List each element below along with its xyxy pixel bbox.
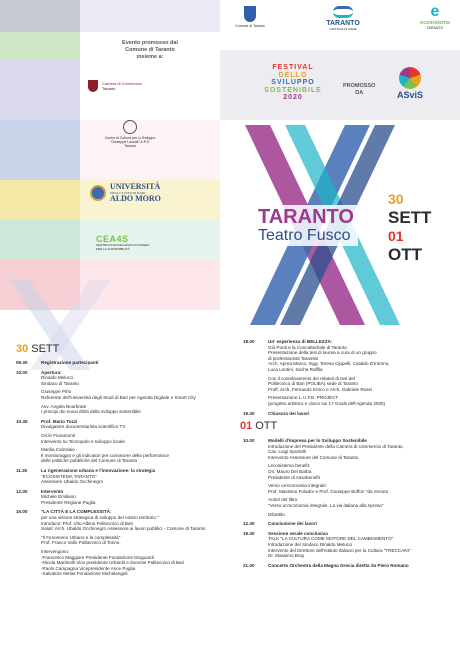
sett-month: SETT — [31, 343, 60, 355]
promoted-by — [343, 83, 375, 97]
schedule-line: -Nicola Martinelli Vice presidente Urbanlit e docente Politecnico di Bari — [41, 560, 185, 566]
schedule-line: Assessore Ubaldo Occhinegro — [41, 479, 104, 485]
festival-l3: SVILUPPO — [271, 79, 315, 86]
schedule-line: (progetto artistico e civico sui 17 Goals dell'Agenda 2030) — [268, 400, 386, 406]
schedule-line: Presidente Regione Puglia — [41, 499, 96, 505]
comune-logo — [230, 6, 270, 29]
festival-l4: SOSTENIBILE — [264, 86, 322, 94]
waves-icon — [333, 6, 353, 18]
camera-commercio-logo — [88, 80, 142, 92]
schedule-line: Intervento su Tecnopolo e sviluppo locale — [41, 438, 125, 444]
schedule-line: Un' esperienza di BELLEZZA: — [268, 339, 333, 344]
schedule-line: Concerto Orchestra della Magna Grecia diretta da Piero Romano — [268, 562, 409, 568]
schedule-line: Arch. Aprea Marco, Ingg. Teresa Cippelli, Cataldo D'Introno, — [268, 361, 390, 367]
schedule-line: Chiusura dei lavori — [268, 410, 310, 416]
eco-e-icon: e — [430, 3, 440, 20]
schedule-line: Giuseppe Pirlo — [41, 389, 72, 395]
schedule-line: I principi dei nuovi diritti della sviluppo sostenibile — [41, 409, 141, 415]
schedule-content — [41, 509, 221, 577]
schedule-line: Con il coordinamento dei relatori di tesi del — [268, 375, 355, 381]
schedule-item — [243, 411, 458, 417]
university-logo — [90, 183, 161, 203]
schedule-time: 15.00 — [16, 509, 28, 515]
schedule-line: Rinaldo Melucci — [41, 375, 74, 381]
promoted-by-1: PROMOSSO — [343, 83, 376, 89]
stripe-lavender-2 — [80, 0, 220, 32]
sett-day: 30 — [16, 343, 29, 355]
hero-text — [254, 205, 358, 246]
sett-schedule — [16, 360, 221, 581]
schedule-content — [268, 521, 458, 527]
promoted-line1: Evento promosso dal — [122, 40, 178, 46]
hero-venue: Teatro Fusco — [258, 227, 351, 244]
schedule-line: Il monitoraggio e gli indicatori per conoscere della performance — [41, 452, 169, 458]
schedule-line: Modelli d'impresa per lo Sviluppo Sostenibile — [268, 438, 367, 443]
promoted-by-2: DA — [355, 90, 364, 96]
schedule-item — [16, 489, 221, 506]
hero-d1: 30 — [388, 191, 404, 207]
schedule-line: Sindaco di Taranto — [41, 380, 79, 386]
schedule-line: Conclusione dei lavori — [268, 521, 318, 527]
schedule-item — [16, 419, 221, 464]
uni-l2: DEGLI STUDI DI BARI — [110, 191, 146, 195]
festival-l1: FESTIVAL — [272, 64, 314, 71]
schedule-item — [16, 360, 221, 366]
ott-month: OTT — [255, 420, 278, 432]
schedule-line: per una visione strategica di sviluppo del nostro territorio " — [41, 515, 159, 521]
cea-sub1: CENTRO DI ECCELLENZA DI ATENEO — [96, 243, 150, 247]
camera-name: Camera di Commercio — [102, 81, 143, 86]
hero-m2: OTT — [388, 245, 422, 264]
schedule-line: Presentazione L.I.I.F.E. PROJECT — [268, 395, 339, 401]
university-seal-icon — [90, 185, 106, 201]
schedule-line: Saluti: Arch. Ubaldo Occhinegro Assessore ai lavori pubblici - Comune di Taranto — [41, 526, 206, 532]
schedule-line: TALK "LA CULTURA COME MOTORE DEL CAMBIAMENTO" — [268, 536, 394, 542]
schedule-line: Prof. Franco Vallo Politecnico di Torino — [41, 540, 120, 546]
emblem-icon — [123, 120, 137, 134]
schedule-line: Presidente di Assobenefit — [268, 474, 320, 480]
promoted-line3: insieme a: — [136, 54, 164, 60]
taranto-logo — [318, 6, 368, 32]
schedule-line: di professionisti Tarantini — [268, 355, 319, 361]
schedule-line: Marilia Calzolaio — [41, 447, 75, 453]
hero-m1: SETT — [388, 208, 432, 227]
stripe-blue — [0, 120, 80, 180]
schedule-line: "LA CITTÀ E LA COMPLESSITÀ: — [41, 509, 112, 515]
schedule-time: 09.30 — [16, 360, 28, 365]
schedule-line: La rigenerazione urbana e l'innovazione: la strategia — [41, 467, 156, 473]
schedule-line: Autori del libro — [268, 497, 298, 503]
schedule-line: Dibattito — [268, 511, 285, 517]
schedule-line: Verso un'economia integrale: — [268, 483, 328, 489]
crest-icon — [244, 6, 256, 22]
schedule-item — [16, 509, 221, 577]
schedule-item — [16, 468, 221, 485]
schedule-line: -Paolo Campagna Vicepresidente Ance Puglia — [41, 565, 136, 571]
schedule-line: Intervento del Direttore dell'Istituto Italiano per la Cultura "TRECCANI" — [268, 547, 411, 553]
taranto-sub: CAPITALE DI MARE — [329, 27, 357, 31]
schedule-line: Intervento Assessore del Comune di Taranto — [268, 454, 359, 460]
schedule-line: On.le Fioramonti — [41, 432, 75, 438]
schedule-line: Presentazione della tesi di laurea a cura di un gruppo — [268, 350, 377, 356]
festival-l2: DELLO — [278, 71, 308, 79]
eco-sub: TARANTO — [426, 26, 444, 30]
schedule-time: 11.30 — [16, 467, 28, 473]
schedule-time: 19.30 — [243, 530, 255, 536]
schedule-line: -Francesco Maggiore Presidente Fondazione Dioguardi — [41, 554, 154, 560]
schedule-line: Lecosistema benefit: — [268, 463, 311, 469]
schedule-content — [41, 370, 221, 415]
schedule-line: Divulgatore documentarista scientifico TV — [41, 424, 126, 430]
schedule-line: Dr. Massimo Bray — [268, 553, 305, 559]
schedule-item — [16, 370, 221, 415]
stripe-mint — [0, 220, 80, 260]
stripe-gray — [0, 0, 80, 32]
eco-label: ecosistema — [420, 20, 450, 26]
schedule-line: "Verso un'economia integrale. La via italiana alla ripresa" — [268, 502, 384, 508]
schedule-time: 10.00 — [243, 438, 255, 443]
hero-city: TARANTO — [258, 206, 354, 228]
promoted-line2: Comune di Taranto — [125, 47, 175, 53]
schedule-line: Proff. Arch. Fernando Errico e Arch. Gabriele Rossi — [268, 386, 372, 392]
centro-line3: Taranto — [124, 144, 136, 148]
schedule-line: Introduzione del Presidente della Camera di commercio di Taranto, — [268, 443, 404, 449]
schedule-content — [268, 531, 458, 559]
schedule-content — [268, 563, 458, 569]
schedule-line: Referente dell'Università degli Studi di Bari per Agenda Digitale e Smart City — [41, 394, 196, 400]
schedule-line: Apertura: — [41, 369, 62, 375]
schedule-line: "ECOSISTEMA TARANTO" — [41, 473, 97, 479]
schedule-line: Prof. Mario Tozzi — [41, 418, 78, 424]
schedule-content — [41, 489, 221, 506]
schedule-line: Avv. Angela Bourbrate — [41, 403, 87, 409]
schedule-time: 10.00 — [16, 369, 28, 375]
schedule-time: 21.00 — [243, 562, 255, 568]
uni-l3: ALDO MORO — [110, 194, 161, 203]
schedule-item — [243, 438, 458, 517]
schedule-content — [41, 360, 221, 366]
schedule-line: Luca Lentini, Sacha Raffila — [268, 366, 323, 372]
schedule-item — [243, 339, 458, 407]
schedule-time: 18.00 — [243, 339, 255, 344]
schedule-item — [243, 531, 458, 559]
cea-sub2: PER LA SOSTENIBILITÀ — [96, 246, 130, 251]
schedule-time: 12.30 — [243, 521, 255, 527]
schedule-content — [268, 411, 458, 417]
schedule-line: Intervento — [41, 488, 64, 494]
taranto-label: TARANTO — [326, 20, 360, 27]
festival-logo — [258, 64, 328, 102]
schedule-item — [243, 521, 458, 527]
camera-sub: Taranto — [102, 86, 116, 91]
sett-heading — [16, 343, 59, 355]
hero-dates — [388, 190, 431, 264]
schedule-line: delle politiche pubbliche del Comune di Taranto — [41, 458, 138, 464]
schedule-time: 19.30 — [243, 410, 255, 416]
cea4s-logo — [96, 234, 149, 251]
schedule-item — [243, 563, 458, 569]
schedule-time: 12.00 — [16, 488, 28, 494]
schedule-line: Registrazione partecipanti — [41, 360, 99, 365]
centro-line1: Centro di Cultura per lo Sviluppo — [104, 136, 156, 140]
schedule-content — [268, 339, 458, 407]
schedule-line: Introduzione del Sindaco Rinaldo Melucci — [268, 541, 353, 547]
shield-icon — [88, 80, 98, 92]
schedule-line: Michele Emiliano — [41, 494, 76, 500]
schedule-line: Sessione serale conclusiva — [268, 530, 328, 536]
schedule-line: Cav. Luigi Sportelli — [268, 449, 306, 455]
ott-schedule — [243, 438, 458, 572]
promoted-header — [80, 40, 220, 61]
schedule-content — [268, 438, 458, 517]
hero-d2: 01 — [388, 228, 404, 244]
schedule-line: On. Mauro Del Barba — [268, 468, 312, 474]
schedule-content — [41, 468, 221, 485]
festival-l5: 2020 — [283, 94, 303, 101]
ott-day: 01 — [240, 420, 253, 432]
asvis-logo — [388, 67, 432, 100]
stripe-yellow — [0, 180, 80, 220]
comune-label: Comune di Taranto — [235, 24, 265, 28]
uni-l1: UNIVERSITÀ — [110, 182, 161, 191]
schedule-line: Introduce: Prof. Vito Albino Politecnico di Bari — [41, 520, 134, 526]
stripe-lavender — [0, 60, 80, 120]
cea-name: CEA4S — [96, 234, 129, 244]
asvis-label: ASviS — [396, 90, 423, 100]
schedule-time: 10.45 — [16, 418, 28, 424]
schedule-line: Intervengono: — [41, 549, 70, 555]
schedule-line: Politecnico di Bari (POLIBA) sede di Taranto — [268, 381, 359, 387]
schedule-line: Prof. Massimo Folador e Prof. Giuseppe Buffon *da remoto — [268, 488, 389, 494]
stripe-green-light — [0, 32, 80, 60]
ott-heading — [240, 420, 277, 432]
schedule-line: -Salvatore Melas Fondazione Michelangeli — [41, 571, 128, 577]
eco-logo — [410, 4, 460, 31]
centro-lazzati-logo — [100, 120, 160, 148]
schedule-line: Giò Ponti e la Concattedrale di Taranto — [268, 344, 347, 350]
schedule-line: "Il Fenomeno Urbano e la complessità" — [41, 534, 121, 540]
right-sett-schedule — [243, 339, 458, 420]
asvis-wheel-icon — [399, 67, 421, 89]
schedule-content — [41, 419, 221, 464]
centro-line2: "Giuseppe Lazzati" A.P.S. — [110, 140, 150, 144]
bg-xx-faint — [0, 280, 220, 370]
